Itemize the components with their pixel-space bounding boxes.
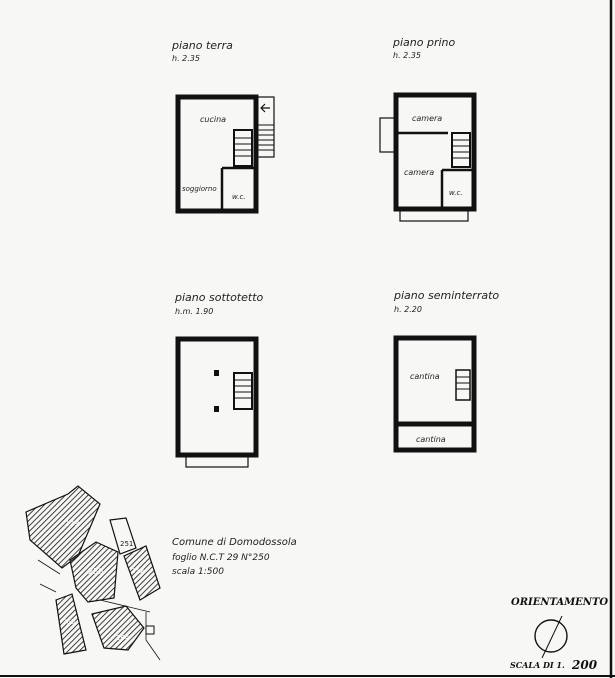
caption-comune: Comune di Domodossola — [172, 537, 297, 548]
plan-title: piano seminterrato — [394, 289, 500, 302]
plan-title: piano sottotetto — [175, 291, 264, 304]
internal-stair — [452, 133, 470, 167]
pillar — [214, 406, 219, 412]
north-arrow-icon — [535, 616, 567, 658]
parcel-number: 229 — [64, 519, 80, 528]
caption-scala: scala 1:500 — [172, 567, 224, 577]
parcel-number: 251 — [120, 540, 134, 548]
parcel-number: 252 — [131, 567, 145, 575]
cadastral-caption — [172, 537, 297, 577]
room-label: cantina — [416, 435, 446, 444]
small-building — [146, 626, 154, 634]
exterior-walls — [178, 339, 256, 455]
external-stair — [256, 97, 274, 157]
entrance-arrow-icon — [261, 104, 270, 112]
plan-height: h.m. 1.90 — [175, 307, 214, 316]
room-label: soggiorno — [182, 185, 217, 193]
exterior-walls — [396, 338, 474, 450]
plan-title: piano terra — [172, 39, 233, 52]
parcel-264 — [92, 606, 144, 650]
parcel-number: 263 — [62, 618, 76, 626]
cadastral-map — [26, 486, 160, 660]
plan-title: piano prino — [393, 36, 456, 49]
room-label: w.c. — [449, 189, 463, 197]
scale-value: 200 — [572, 658, 598, 672]
stair-treads — [256, 125, 274, 150]
parcel-251 — [110, 518, 136, 554]
room-label: camera — [412, 114, 443, 123]
plan-piano-terra — [171, 39, 274, 211]
plan-piano-seminterrato — [393, 289, 499, 450]
scale-prefix: SCALA DI 1. — [510, 660, 565, 670]
plan-piano-sottotetto — [174, 291, 264, 467]
room-label: cucina — [200, 115, 227, 124]
internal-stair — [234, 130, 252, 166]
plan-height: h. 2.20 — [394, 305, 422, 314]
internal-stair — [234, 373, 252, 409]
plan-piano-primo — [380, 36, 474, 221]
orientation-title: ORIENTAMENTO — [511, 597, 609, 608]
caption-foglio: foglio N.C.T 29 N°250 — [172, 553, 270, 563]
plan-height: h. 2.35 — [172, 54, 200, 63]
room-label: cantina — [410, 372, 440, 381]
room-label: w.c. — [232, 193, 246, 201]
scale-block — [510, 658, 598, 672]
room-label: camera — [404, 168, 435, 177]
parcel-number: 264 — [116, 634, 130, 642]
internal-stair — [456, 370, 470, 400]
pillar — [214, 370, 219, 376]
plan-height: h. 2.35 — [393, 51, 421, 60]
orientation-block — [511, 597, 608, 658]
parcel-number: 250 — [88, 567, 104, 576]
